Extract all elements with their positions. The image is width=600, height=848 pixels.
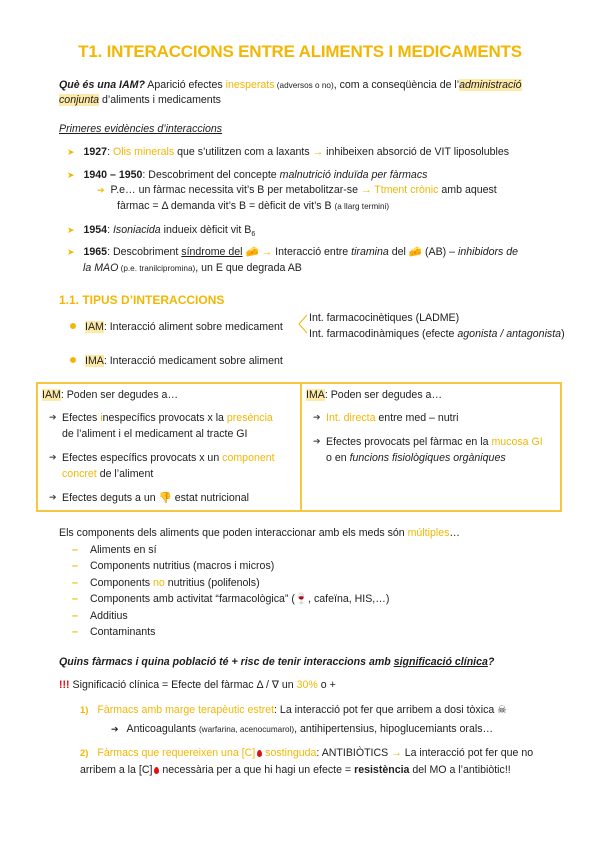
alert-icon: !!! xyxy=(59,679,70,691)
list-item: – Components nutritius (macros i micros) xyxy=(70,558,530,574)
risk-question: Quins fàrmacs i quina població té + risc de tenir interaccions amb significació clínica? xyxy=(59,656,495,668)
list-item: ➔ Int. directa entre med – nutri xyxy=(313,412,459,425)
evidence-item-1940: ➤ 1940 – 1950: Descobriment del concepte malnutrició induïda per fàrmacs xyxy=(67,169,428,181)
evidence-item-1965-cont: la MAO (p.e. tranilcipromina), un E que degrada AB xyxy=(83,262,302,274)
box-left-heading: IAM: Poden ser degudes a… xyxy=(42,389,179,401)
section-heading-types: 1.1. TIPUS D’INTERACCIONS xyxy=(59,293,225,307)
components-list xyxy=(70,542,530,640)
risk-item-1: 1) Fàrmacs amb marge terapèutic estret: La interacció pot fer que arribem a dosi tòxica ☠ xyxy=(80,704,507,716)
intro-paragraph: Què és una IAM? Aparició efectes inesperats (adversos o no), com a conseqüència de l’administració conjunta d’aliments i medicaments xyxy=(59,79,522,107)
evidence-sub-example: ➔ P.e… un fàrmac necessita vit’s B per metabolitzar-se → Ttment crònic amb aquest xyxy=(97,184,497,196)
wine-icon: 🍷 xyxy=(294,593,309,606)
arrow-icon: ➔ xyxy=(49,412,57,423)
box-right-column xyxy=(304,388,560,475)
cheese-icon: 🧀 xyxy=(408,246,423,258)
arrow-icon: ➔ xyxy=(49,452,57,463)
arrow-icon: ➔ xyxy=(313,436,321,447)
list-item: – Components amb activitat “farmacològica” (🍷, cafeïna, HIS,…) xyxy=(70,591,530,607)
box-left-column xyxy=(40,388,296,515)
skull-icon: ☠ xyxy=(497,704,507,716)
branch-pharmacodynamic: Int. farmacodinàmiques (efecte agonista / antagonista) xyxy=(309,328,565,340)
bullet-dot-icon xyxy=(70,357,76,363)
risk-item-1-examples: ➔ Anticoagulants (warfarina, acenocumarol), antihipertensius, hipoglucemiants orals… xyxy=(111,723,494,735)
components-lead: Els components dels aliments que poden interaccionar amb els meds són múltiples… xyxy=(59,527,461,539)
evidence-sub-example-cont: fàrmac = Δ demanda vit’s B = dèficit de vit’s B (a llarg termini) xyxy=(117,200,390,212)
risk-item-2: 2) Fàrmacs que requereixen una [C] sostinguda: ANTIBIÒTICS → La interacció pot fer que no xyxy=(80,747,534,759)
type-ima: IMA: Interacció medicament sobre aliment xyxy=(70,354,283,369)
arrow-icon: ➔ xyxy=(111,724,119,734)
box-right-heading: IMA: Poden ser degudes a… xyxy=(306,389,443,401)
page-title: T1. INTERACCIONS ENTRE ALIMENTS I MEDICAMENTS xyxy=(78,42,522,61)
list-item: – Aliments en sí xyxy=(70,542,530,558)
type-iam: IAM: Interacció aliment sobre medicament xyxy=(70,320,283,335)
arrow-bullet-icon: ➤ xyxy=(67,147,75,157)
evidence-item-1927: ➤ 1927: Olis minerals que s’utilitzen com a laxants → inhibeixen absorció de VIT liposolubles xyxy=(67,146,510,158)
evidence-item-1954: ➤ 1954: Isoniacida indueix dèficit vit $B_6$ xyxy=(67,224,256,239)
evidence-item-1965: ➤ 1965: Descobriment síndrome del 🧀 → Interacció entre tiramina del 🧀 (AB) – inhibidors de xyxy=(67,246,519,258)
list-item: – Additius xyxy=(70,608,530,624)
arrow-icon: ➔ xyxy=(49,491,57,502)
cheese-icon: 🧀 xyxy=(245,246,259,258)
list-item: ➔ Efectes específics provocats x un component concret de l’aliment xyxy=(49,452,275,481)
risk-item-2-cont: arribem a la [C] necessària per a que hi hagi un efecte = resistència del MO a l’antibiòtic!! xyxy=(80,764,511,776)
list-item: ➔ Efectes deguts a un 👎 estat nutricional xyxy=(49,491,249,504)
bullet-dot-icon xyxy=(70,323,76,329)
branch-pharmacokinetic: Int. farmacocinètiques (LADME) xyxy=(309,312,460,324)
arrow-bullet-icon: ➤ xyxy=(67,170,75,180)
list-item: – Components no nutritius (polifenols) xyxy=(70,575,530,591)
evidence-heading: Primeres evidències d’interaccions xyxy=(59,123,223,135)
arrow-bullet-icon: ➤ xyxy=(67,225,75,235)
comparison-box xyxy=(36,382,562,512)
box-divider xyxy=(300,384,302,510)
arrow-icon: ➔ xyxy=(313,412,321,423)
arrow-bullet-icon: ➤ xyxy=(67,247,75,257)
list-item: – Contaminants xyxy=(70,624,530,640)
clinical-significance-formula: !!! Significació clínica = Efecte del fàrmac Δ / ∇ un 30% o + xyxy=(59,679,336,691)
thumbs-down-icon: 👎 xyxy=(158,491,172,504)
list-item: ➔ Efectes inespecífics provocats x la presència de l’aliment i el medicament al tracte GI xyxy=(49,412,273,441)
list-item: ➔ Efectes provocats pel fàrmac en la mucosa GI o en funcions fisiològiques orgàniques xyxy=(313,436,543,465)
right-arrow-icon: ➔ xyxy=(97,185,105,195)
